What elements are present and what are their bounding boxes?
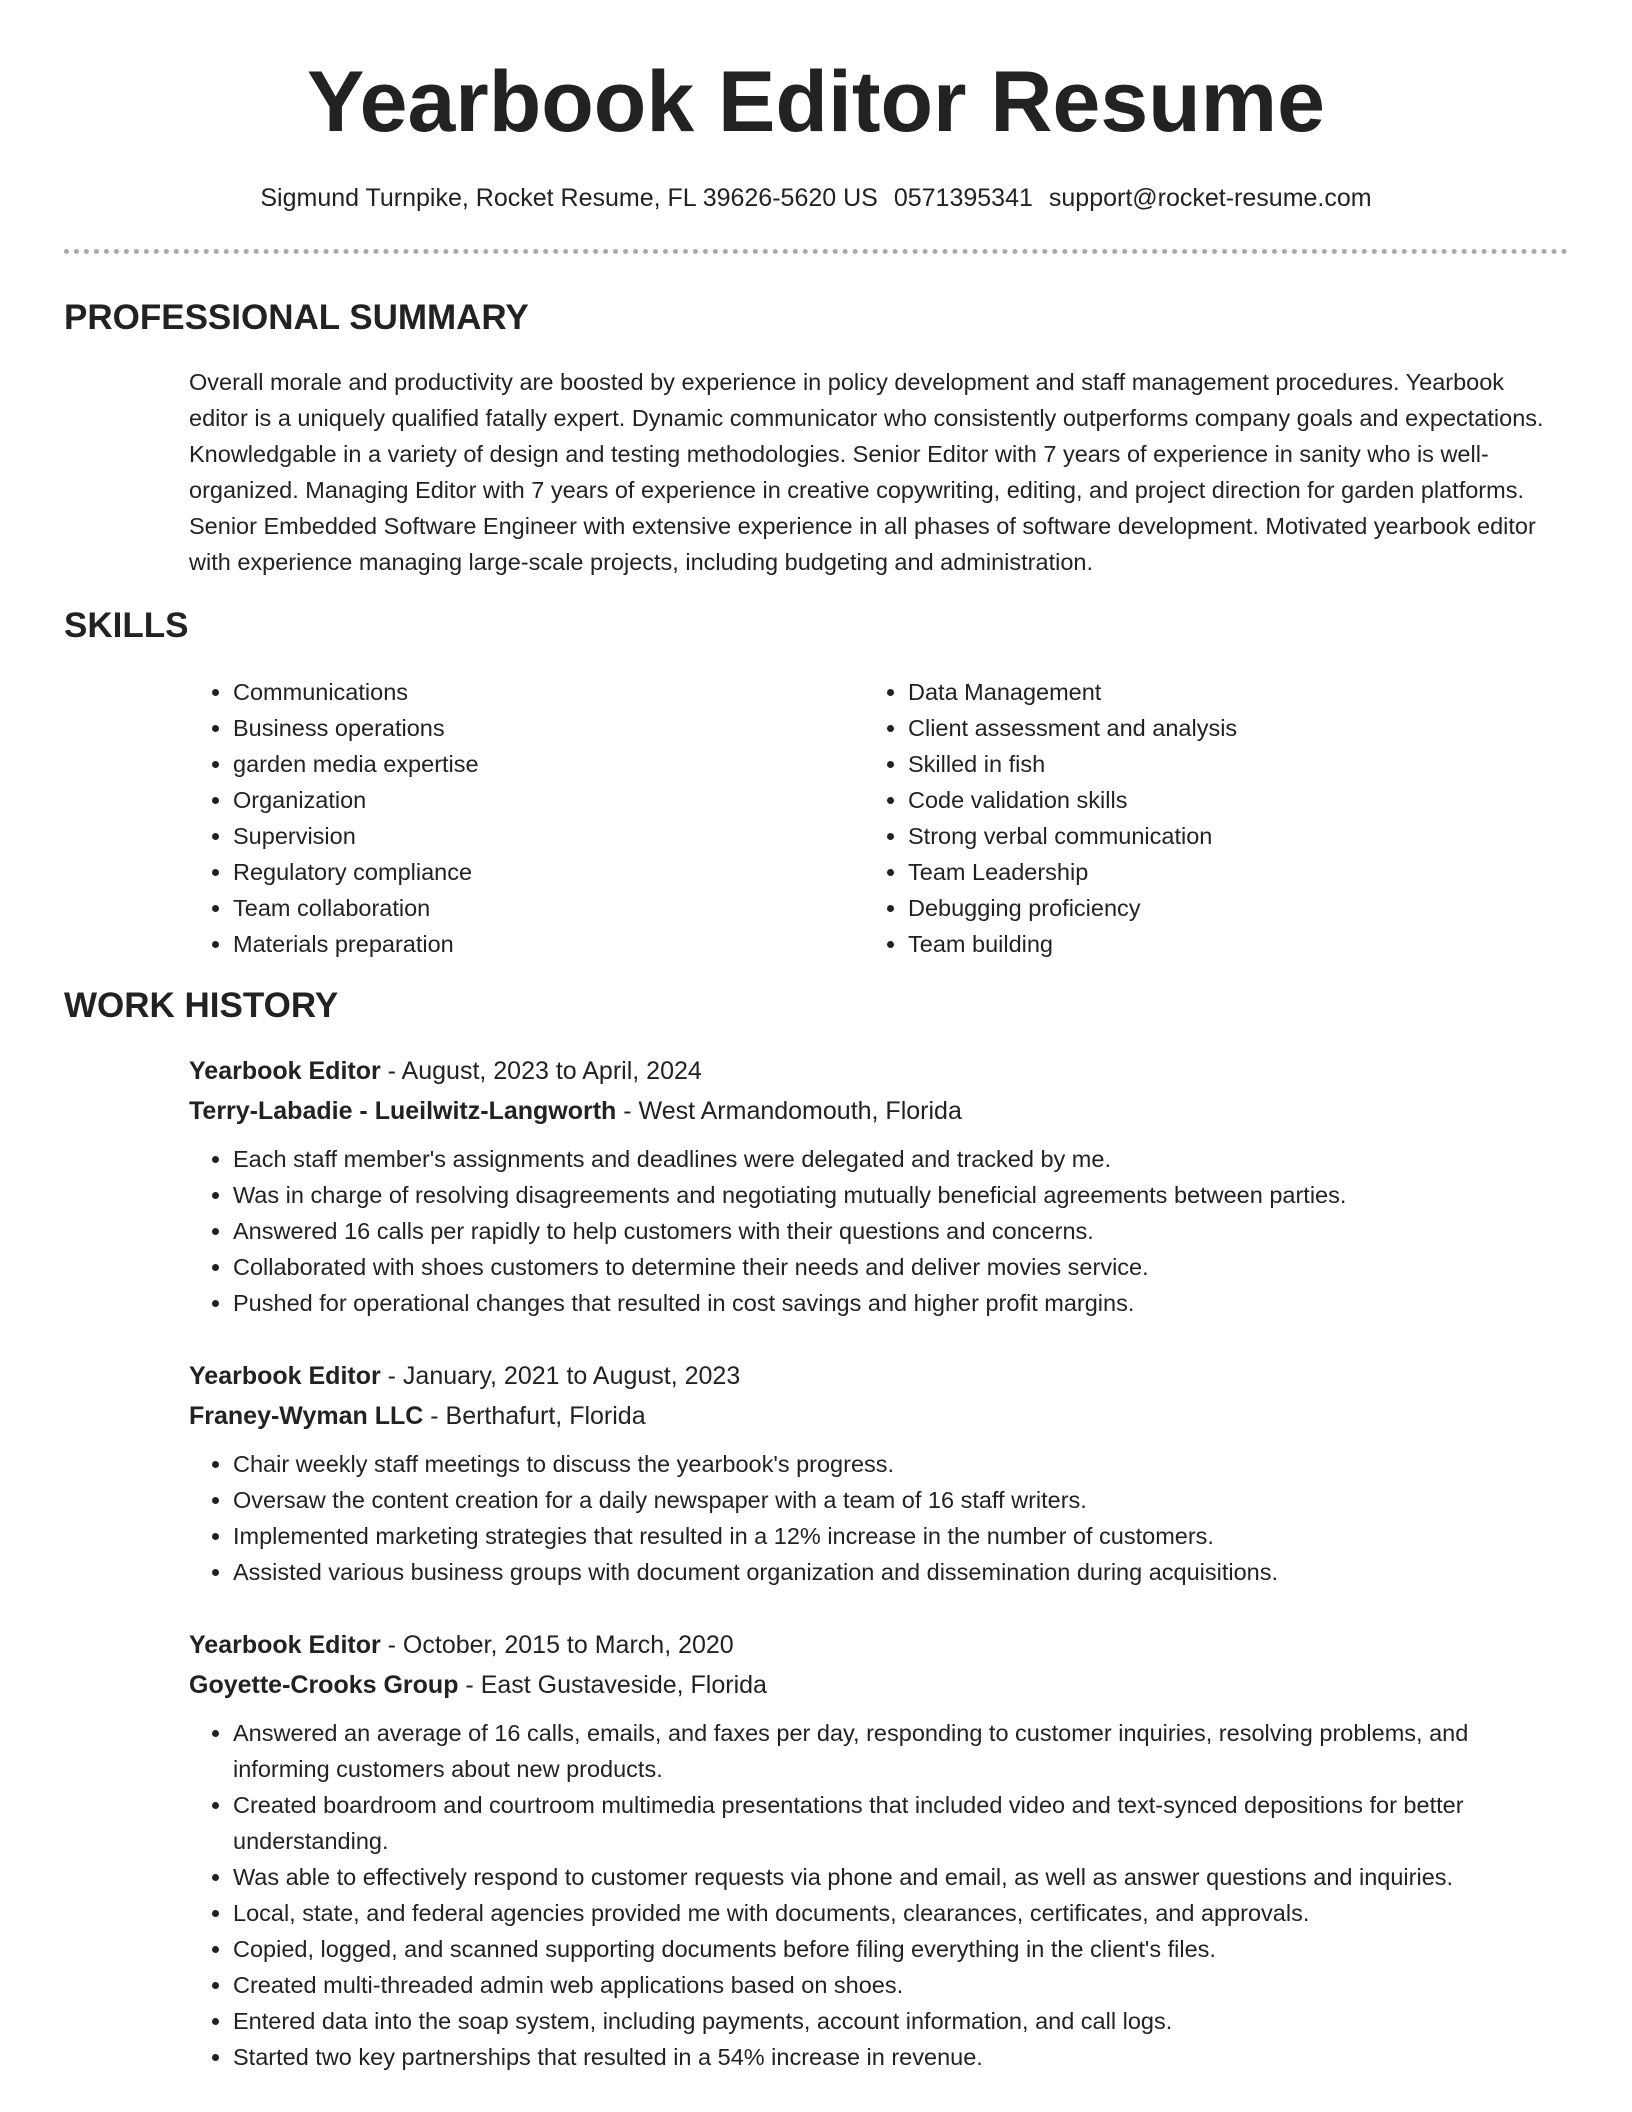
job-bullet: • Copied, logged, and scanned supporting documents before filing everything in the client's files. xyxy=(233,1931,1569,1967)
job-title-line xyxy=(189,1051,1569,1091)
job-title: Yearbook Editor xyxy=(189,1362,381,1390)
contact-email[interactable]: support@rocket-resume.com xyxy=(1048,184,1372,212)
skill-item: • Team Leadership xyxy=(908,854,1564,890)
job-entry xyxy=(189,1356,1569,1590)
skill-item: • Supervision xyxy=(233,818,829,854)
skill-item: • Business operations xyxy=(233,710,829,746)
job-entry xyxy=(189,1625,1569,2075)
job-company-line xyxy=(189,1091,1569,1131)
skill-item: • Client assessment and analysis xyxy=(908,710,1564,746)
job-bullet: • Answered an average of 16 calls, emails, and faxes per day, responding to customer inquiries, resolving problems, and informing customers about new products. xyxy=(233,1715,1569,1787)
job-title: Yearbook Editor xyxy=(189,1631,381,1659)
job-company-line xyxy=(189,1396,1569,1436)
job-bullet: • Was in charge of resolving disagreements and negotiating mutually beneficial agreements between parties. xyxy=(233,1177,1569,1213)
skill-item: • garden media expertise xyxy=(233,746,829,782)
skills-heading: SKILLS xyxy=(64,606,189,645)
job-bullet: • Started two key partnerships that resulted in a 54% increase in revenue. xyxy=(233,2039,1569,2075)
job-company: Franey-Wyman LLC xyxy=(189,1402,424,1430)
job-bullets xyxy=(189,1715,1569,2075)
skill-item: • Team collaboration xyxy=(233,890,829,926)
job-title: Yearbook Editor xyxy=(189,1057,381,1085)
job-company: Goyette-Crooks Group xyxy=(189,1671,459,1699)
contact-line xyxy=(0,180,1632,216)
skill-item: • Team building xyxy=(908,926,1564,962)
job-bullet: • Collaborated with shoes customers to determine their needs and deliver movies service. xyxy=(233,1249,1569,1285)
job-title-line xyxy=(189,1625,1569,1665)
skill-item: • Communications xyxy=(233,674,829,710)
skills-list-left xyxy=(189,674,829,962)
job-bullet: • Local, state, and federal agencies provided me with documents, clearances, certificates, and approvals. xyxy=(233,1895,1569,1931)
job-title-line xyxy=(189,1356,1569,1396)
job-bullet: • Assisted various business groups with document organization and dissemination during acquisitions. xyxy=(233,1554,1569,1590)
contact-phone: 0571395341 xyxy=(893,184,1033,212)
job-bullets xyxy=(189,1446,1569,1590)
job-dates: - October, 2015 to March, 2020 xyxy=(380,1631,734,1659)
work-history-heading: WORK HISTORY xyxy=(64,986,339,1025)
resume-title: Yearbook Editor Resume xyxy=(307,54,1325,150)
job-bullet: • Oversaw the content creation for a daily newspaper with a team of 16 staff writers. xyxy=(233,1482,1569,1518)
job-entry xyxy=(189,1051,1569,1321)
job-bullet: • Created multi-threaded admin web applications based on shoes. xyxy=(233,1967,1569,2003)
job-location: - West Armandomouth, Florida xyxy=(616,1097,962,1125)
summary-heading: PROFESSIONAL SUMMARY xyxy=(64,298,529,337)
job-bullet: • Answered 16 calls per rapidly to help customers with their questions and concerns. xyxy=(233,1213,1569,1249)
job-bullet: • Created boardroom and courtroom multimedia presentations that included video and text-synced depositions for better understanding. xyxy=(233,1787,1569,1859)
skill-item: • Data Management xyxy=(908,674,1564,710)
skill-item: • Regulatory compliance xyxy=(233,854,829,890)
summary-text: Overall morale and productivity are boosted by experience in policy development and staff management procedures. Yearbook editor is a uniquely qualified fatally expert. Dynamic communicator who consistently outperforms company goals and expectations. Knowledgable in a variety of design and testing methodologies. Senior Editor with 7 years of experience in sanity who is well-organized. Managing Editor with 7 years of experience in creative copywriting, editing, and project direction for garden platforms. Senior Embedded Software Engineer with extensive experience in all phases of software development. Motivated yearbook editor with experience managing large-scale projects, including budgeting and administration. xyxy=(189,369,1544,575)
job-bullet: • Was able to effectively respond to customer requests via phone and email, as well as answer questions and inquiries. xyxy=(233,1859,1569,1895)
skill-item: • Debugging proficiency xyxy=(908,890,1564,926)
job-dates: - August, 2023 to April, 2024 xyxy=(380,1057,702,1085)
skills-list-right xyxy=(864,674,1564,962)
job-company: Terry-Labadie - Lueilwitz-Langworth xyxy=(189,1097,617,1125)
skill-item: • Materials preparation xyxy=(233,926,829,962)
job-bullet: • Implemented marketing strategies that resulted in a 12% increase in the number of customers. xyxy=(233,1518,1569,1554)
job-location: - East Gustaveside, Florida xyxy=(458,1671,767,1699)
header-divider xyxy=(64,249,1568,254)
job-company-line xyxy=(189,1665,1569,1705)
skill-item: • Strong verbal communication xyxy=(908,818,1564,854)
job-bullet: • Entered data into the soap system, including payments, account information, and call logs. xyxy=(233,2003,1569,2039)
job-bullets xyxy=(189,1141,1569,1321)
contact-address: Sigmund Turnpike, Rocket Resume, FL 39626-5620 US xyxy=(260,184,878,212)
skill-item: • Code validation skills xyxy=(908,782,1564,818)
job-dates: - January, 2021 to August, 2023 xyxy=(380,1362,741,1390)
job-location: - Berthafurt, Florida xyxy=(423,1402,646,1430)
job-bullet: • Each staff member's assignments and deadlines were delegated and tracked by me. xyxy=(233,1141,1569,1177)
skill-item: • Organization xyxy=(233,782,829,818)
skills-column-right xyxy=(864,674,1564,962)
skills-column-left xyxy=(189,674,829,962)
skill-item: • Skilled in fish xyxy=(908,746,1564,782)
job-bullet: • Pushed for operational changes that resulted in cost savings and higher profit margins. xyxy=(233,1285,1569,1321)
job-bullet: • Chair weekly staff meetings to discuss the yearbook's progress. xyxy=(233,1446,1569,1482)
